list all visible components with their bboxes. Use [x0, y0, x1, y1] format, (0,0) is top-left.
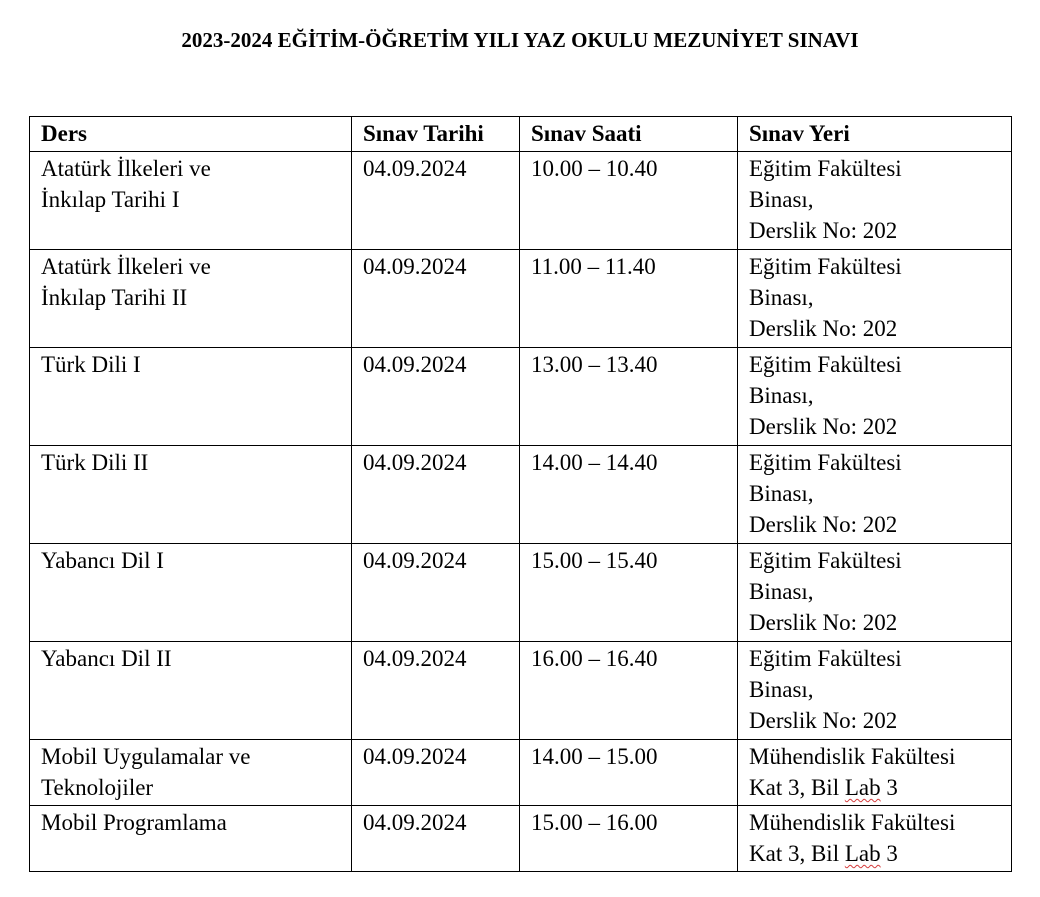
exam-place-line: Derslik No: 202: [749, 414, 898, 439]
exam-place-line: Binası,: [749, 579, 814, 604]
cell-exam-place: [738, 544, 1012, 642]
exam-place-line: Mühendislik Fakültesi: [749, 744, 956, 769]
course-name-line: İnkılap Tarihi I: [41, 187, 180, 212]
table-body: [30, 152, 1012, 872]
course-name-line: Mobil Programlama: [41, 810, 227, 835]
cell-exam-place: [738, 740, 1012, 806]
exam-place-line: Eğitim Fakültesi: [749, 548, 902, 573]
cell-exam-date: 04.09.2024: [352, 152, 520, 250]
table-row: [30, 642, 1012, 740]
course-name-line: Yabancı Dil II: [41, 646, 172, 671]
cell-exam-time: 14.00 – 14.40: [520, 446, 738, 544]
cell-exam-time: 13.00 – 13.40: [520, 348, 738, 446]
course-name-line: Yabancı Dil I: [41, 548, 164, 573]
exam-place-line: Derslik No: 202: [749, 512, 898, 537]
exam-place-line: Binası,: [749, 383, 814, 408]
cell-exam-time: 10.00 – 10.40: [520, 152, 738, 250]
cell-course: [30, 806, 352, 872]
table-row: [30, 446, 1012, 544]
document-title: 2023-2024 EĞİTİM-ÖĞRETİM YILI YAZ OKULU MEZUNİYET SINAVI: [181, 28, 859, 52]
cell-exam-place: [738, 250, 1012, 348]
cell-exam-time: 15.00 – 15.40: [520, 544, 738, 642]
course-name-line: Atatürk İlkeleri ve: [41, 254, 211, 279]
cell-course: [30, 740, 352, 806]
course-name-line: Türk Dili II: [41, 450, 149, 475]
cell-course: [30, 348, 352, 446]
cell-course: [30, 446, 352, 544]
table-row: [30, 152, 1012, 250]
exam-place-line: Derslik No: 202: [749, 218, 898, 243]
cell-exam-date: 04.09.2024: [352, 642, 520, 740]
exam-place-line: Eğitim Fakültesi: [749, 156, 902, 181]
cell-course: [30, 544, 352, 642]
table-row: [30, 250, 1012, 348]
exam-place-line: Eğitim Fakültesi: [749, 352, 902, 377]
cell-exam-place: [738, 642, 1012, 740]
cell-exam-date: 04.09.2024: [352, 348, 520, 446]
exam-schedule-table: [29, 116, 1012, 872]
table-row: [30, 740, 1012, 806]
cell-course: [30, 152, 352, 250]
cell-exam-time: 11.00 – 11.40: [520, 250, 738, 348]
cell-exam-place: [738, 348, 1012, 446]
table-row: [30, 806, 1012, 872]
cell-exam-date: 04.09.2024: [352, 250, 520, 348]
exam-place-line: Eğitim Fakültesi: [749, 646, 902, 671]
course-name-line: Mobil Uygulamalar ve: [41, 744, 251, 769]
exam-place-line: Binası,: [749, 285, 814, 310]
course-name-line: Atatürk İlkeleri ve: [41, 156, 211, 181]
exam-place-line: Derslik No: 202: [749, 316, 898, 341]
exam-place-line: Kat 3, Bil Lab 3: [749, 775, 898, 800]
exam-place-line: Derslik No: 202: [749, 708, 898, 733]
header-exam-place: Sınav Yeri: [738, 117, 1012, 152]
cell-exam-place: [738, 806, 1012, 872]
cell-exam-date: 04.09.2024: [352, 806, 520, 872]
header-exam-time: Sınav Saati: [520, 117, 738, 152]
exam-place-line: Eğitim Fakültesi: [749, 254, 902, 279]
course-name-line: İnkılap Tarihi II: [41, 285, 188, 310]
exam-place-line: Binası,: [749, 481, 814, 506]
exam-place-line: Binası,: [749, 187, 814, 212]
table-row: [30, 348, 1012, 446]
exam-place-line: Mühendislik Fakültesi: [749, 810, 956, 835]
cell-exam-place: [738, 446, 1012, 544]
table-row: [30, 544, 1012, 642]
exam-place-line: Derslik No: 202: [749, 610, 898, 635]
table-header-row: [30, 117, 1012, 152]
cell-exam-time: 16.00 – 16.40: [520, 642, 738, 740]
cell-exam-date: 04.09.2024: [352, 446, 520, 544]
header-course: Ders: [30, 117, 352, 152]
cell-exam-time: 14.00 – 15.00: [520, 740, 738, 806]
exam-place-line: Eğitim Fakültesi: [749, 450, 902, 475]
cell-course: [30, 250, 352, 348]
course-name-line: Teknolojiler: [41, 775, 154, 800]
cell-exam-date: 04.09.2024: [352, 544, 520, 642]
course-name-line: Türk Dili I: [41, 352, 141, 377]
cell-course: [30, 642, 352, 740]
cell-exam-date: 04.09.2024: [352, 740, 520, 806]
header-exam-date: Sınav Tarihi: [352, 117, 520, 152]
exam-place-line: Binası,: [749, 677, 814, 702]
cell-exam-time: 15.00 – 16.00: [520, 806, 738, 872]
cell-exam-place: [738, 152, 1012, 250]
exam-place-line: Kat 3, Bil Lab 3: [749, 841, 898, 866]
